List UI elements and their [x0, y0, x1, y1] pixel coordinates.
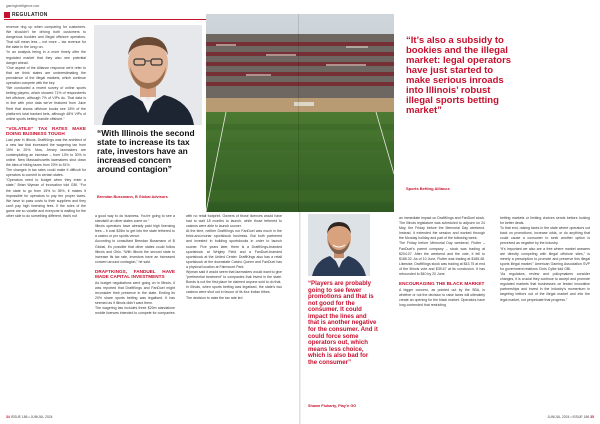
paragraph: “One aspect of the Alliance response we’d refer to that we think states are underestimating the prevalence of the illegal markets, which continue operation compete with the key. [6, 65, 86, 86]
paragraph: Wyman said it would seem that lawmakers would want to give “preferential treatment” to companies that invest in the state. Bonds is not the first place he claimed anyone sold to do that. [186, 270, 282, 285]
paragraph: “It’s important we also are a free where market answers are directly competing with illegal offshore sites,” is merely a prescription to promote and preserve this illegal sports illegal market,” American Gaming Association SVP for government relations Chris Cylke told GBI. [500, 246, 590, 271]
paragraph: “Operators need to budget when they enter a state,” Brian Wyman of Innovation told GBI. “For the state to go from 15% to 35%, it makes it impossible for operators to pay the proper taxes. We have to pass costs to their suppliers and they can’t pay high licensing fees. If the rules of the game are so volatile and everyone is waiting for the other side to do something different, that’s not [6, 178, 86, 218]
page-number: 35 [590, 415, 594, 419]
paragraph: betting markets or limiting choices sends bettors looking for better deals. [500, 216, 590, 226]
paragraph: with no retail footprint. Owners of those licences would have had to wait 18 months to launch, while those tethered to casinos were able to launch sooner. [186, 214, 282, 229]
headshot-brendan-bussmann [94, 25, 202, 125]
pull-quote-attribution: Brendan Bussmann, B Global Advisors [97, 195, 168, 199]
subheading: ENCOURAGING THE BLACK MARKET [399, 281, 485, 287]
paragraph: To that end, raising taxes in the state where operators cut back on promotions, increase odds, or do anything that could cause a consumer to seek another option is perceived as negative by the industry. [500, 226, 590, 246]
paragraph: The changes in tax rates could make it difficult for operators to commit to certain states. [6, 168, 86, 178]
issue-info: JUN/JUL 2024 • ISSUE 186 [547, 415, 590, 419]
paragraph: “As regulators, review and policymakers consider changes, it is crucial they continue to accept and promote regulated markets that businesses on tested innovative partnerships and invest in the industry’s momentum in targeting bettors out of the illegal market and into the legal market, not perpetuate that progress.” [500, 272, 590, 302]
right-col-2 [399, 216, 485, 413]
gutter-shadow [298, 14, 299, 212]
paragraph: A bigger concern, as pointed out by the SBA, is whether or not the decision to raise taxes will ultimately create an opening for the black market. Operators have long contended that restricting [399, 287, 485, 307]
pull-quote-left: “With Illinois the second state to increase its tax rate, investors have an increased concern around contagion” [97, 128, 195, 175]
subheading: DRAFTKINGS, FANDUEL HAVE MADE CAPITAL INVESTMENTS [95, 268, 175, 280]
issue-info: ISSUE 186 • JUN/JUL 2024 [10, 415, 53, 419]
paragraph: Last year in Illinois, DraftKings was the architect of a new law that increased the wagering tax from 15% to 20%. Now, Jersey lawmakers are contemplating an increase – from 13% to 30% in online. New Massachusetts lawmakers shut down the idea of hiking taxes from 20% to 51%. [6, 137, 86, 168]
footer-right [547, 415, 594, 419]
paragraph: The decision to raise the tax rate led [186, 295, 243, 300]
left-col-3 [186, 214, 282, 411]
headshot-shawn-fluharty [308, 214, 370, 276]
section-marker-icon [4, 12, 10, 18]
pull-quote-second: “Players are probably going to see fewer promotions and that is not good for the consumer. It could impact the lines and that is another negative for the consumer. And it could force some operators out, which means less choice, which is also bad for the consumer” [308, 280, 378, 366]
paragraph: According to consultant Brendan Bussmann of B Global, it’s possible that other states could follow Illinois and Ohio. “With Illinois the second state to increase its tax rate, investors have an increased concern around contagion,” he said. [95, 239, 175, 264]
pull-quote-right-attribution: Sports Betting Alliance [406, 186, 450, 191]
page-number: 34 [6, 415, 10, 419]
subheading: “VOLATILE” TAX RATES MAKE DOING BUSINESS TOUGH [6, 125, 86, 137]
site-url: gamingintelligence.com [6, 4, 40, 8]
paragraph: The wagering law includes three $20m standalone mobile licences intended to compete for companies [95, 306, 175, 316]
left-col-2 [95, 214, 175, 411]
paragraph: Illinois operators have already paid high licensing fees – it cost $25m to get into the state tethered to a casino or pro sports venue. [95, 224, 175, 239]
paragraph: The Friday before Memorial Day weekend, Flutter – FanDuel’s parent company – stock was trading at $204.07. After the weekend and the vote, it fell to $188.32. As of 10 June, Flutter was trading at $185.48. Likewise, DraftKings stock was trading at $43.75 at end of the Illinois vote and $39.67 at its conclusion. It has rebounded to $40 by 20 June. [399, 241, 485, 277]
paragraph: revenue ring up when comparing for customers. We shouldn’t be driving both customers to dangerous bookies and illegal offshore operators. That will mean less – not more – tax revenue for the state in the long run. [6, 25, 86, 50]
paragraph: an immediate impact on DraftKings and FanDuel stock. The Illinois legislature was scheduled to adjourn on 24 May, the Friday before the Memorial Day weekend. Instead, it extended the session and worked through the Monday holiday and part of the following week. [399, 216, 485, 241]
footer-left [6, 415, 53, 419]
left-col-1 [6, 25, 86, 411]
paragraph: As budget negotiations went going on in Illinois, it was reported that DraftKings and FanDuel might reconsider their presence in the state. Ending its 20% share sports betting was legalised. It has seemed as if Illinois didn’t want them. [95, 280, 175, 306]
paragraph: a good way to do business. You’re going to see a standstill on other states come on.” [95, 214, 175, 224]
right-col-3 [500, 216, 590, 413]
paragraph: “We conducted a recent survey of online sports betting players, which showed 71% of respondents bet offshore, although 7% of VIPs do. That data is in line with prior data we’ve featured from Juice Reel that shows offshore books see 18% of the platform’s total tracked bets, although 48% VIPs of online sports betting handle offshore.” [6, 86, 86, 121]
section-title: REGULATION [12, 12, 48, 18]
paragraph: At the time, neither DraftKings nor FanDuel was much in the brick-and-mortar sportsbook business. But both partnered and invested in building sportsbooks in order to launch sooner. Five years later, there is a DraftKings-branded sportsbook at Wrigley Field and a FanDuel-branded sportsbook at the United Center. DraftKings also has a retail sportsbook at the downstate Casino Queen and FanDuel has a physical location at Fairmount Park. [186, 229, 282, 269]
right-page-lower [300, 212, 600, 424]
paragraph: “In an analysis being in a more timely offer the regulated market that they also see potential danger ahead. [6, 50, 86, 65]
spine [299, 212, 301, 424]
pull-quote-right: “It’s also a subsidy to bookies and the illegal market: legal operators have just started to make serious inroads into Illinois’ robust illegal sports betting market” [406, 35, 512, 117]
pull-quote-second-attribution: Shawn Fluharty, Play’n GO [308, 404, 357, 408]
paragraph: In Illinois, when sports betting was legalised, the state’s two casinos were shut out in favour of its four Indian tribes. [186, 285, 282, 295]
